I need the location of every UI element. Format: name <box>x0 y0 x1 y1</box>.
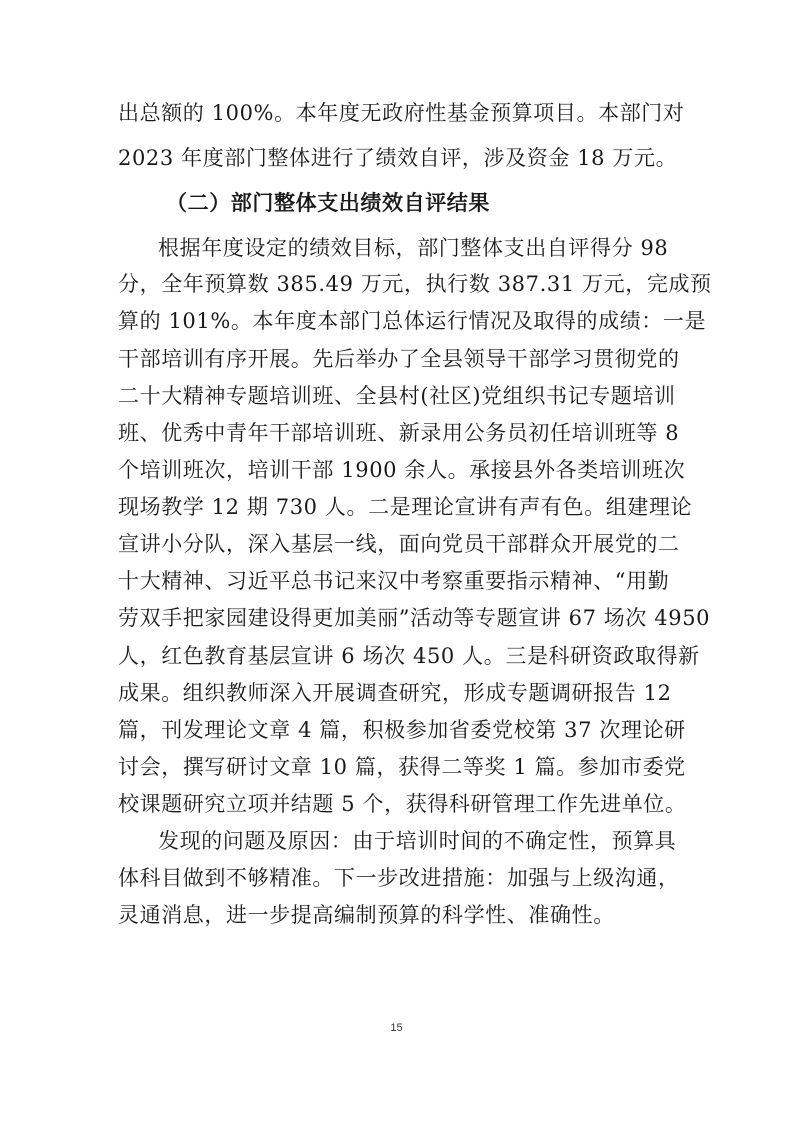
paragraph-line: 人，红色教育基层宣讲 6 场次 450 人。三是科研资政取得新 <box>118 644 700 668</box>
paragraph-line: 宣讲小分队，深入基层一线，面向党员干部群众开展党的二 <box>118 532 680 556</box>
paragraph-line: 灵通消息，进一步提高编制预算的科学性、准确性。 <box>118 903 615 927</box>
paragraph-line: 出总额的 100%。本年度无政府性基金预算项目。本部门对 <box>118 101 685 125</box>
paragraph-line: 十大精神、习近平总书记来汉中考察重要指示精神、“用勤 <box>118 569 670 593</box>
paragraph-line: 干部培训有序开展。先后举办了全县领导干部学习贯彻党的 <box>118 347 680 371</box>
paragraph-line: 个培训班次，培训干部 1900 余人。承接县外各类培训班次 <box>118 458 686 482</box>
paragraph-line: 现场教学 12 期 730 人。二是理论宣讲有声有色。组建理论 <box>118 495 693 519</box>
page-number: 15 <box>390 1022 403 1034</box>
paragraph-line: 发现的问题及原因：由于培训时间的不确定性，预算具 <box>158 829 677 853</box>
paragraph-line: 2023 年度部门整体进行了绩效自评，涉及资金 18 万元。 <box>118 146 678 170</box>
paragraph-line: 算的 101%。本年度本部门总体运行情况及取得的成绩：一是 <box>118 309 707 333</box>
paragraph-line: 校课题研究立项并结题 5 个，获得科研管理工作先进单位。 <box>118 792 687 816</box>
paragraph-line: 班、优秀中青年干部培训班、新录用公务员初任培训班等 8 <box>118 421 680 445</box>
paragraph-line: 劳双手把家园建设得更加美丽”活动等专题宣讲 67 场次 4950 <box>118 606 711 630</box>
paragraph-line: 体科目做到不够精准。下一步改进措施：加强与上级沟通， <box>118 866 680 890</box>
section-heading: （二）部门整体支出绩效自评结果 <box>166 190 490 215</box>
paragraph-line: 讨会，撰写研讨文章 10 篇，获得二等奖 1 篇。参加市委党 <box>118 755 686 779</box>
paragraph-line: 成果。组织教师深入开展调查研究，形成专题调研报告 12 <box>118 681 672 705</box>
paragraph-line: 二十大精神专题培训班、全县村(社区)党组织书记专题培训 <box>118 384 676 408</box>
paragraph-line: 分，全年预算数 385.49 万元，执行数 387.31 万元，完成预 <box>118 272 712 296</box>
paragraph-line: 根据年度设定的绩效目标，部门整体支出自评得分 98 <box>158 236 669 260</box>
paragraph-line: 篇，刊发理论文章 4 篇，积极参加省委党校第 37 次理论研 <box>118 718 686 742</box>
